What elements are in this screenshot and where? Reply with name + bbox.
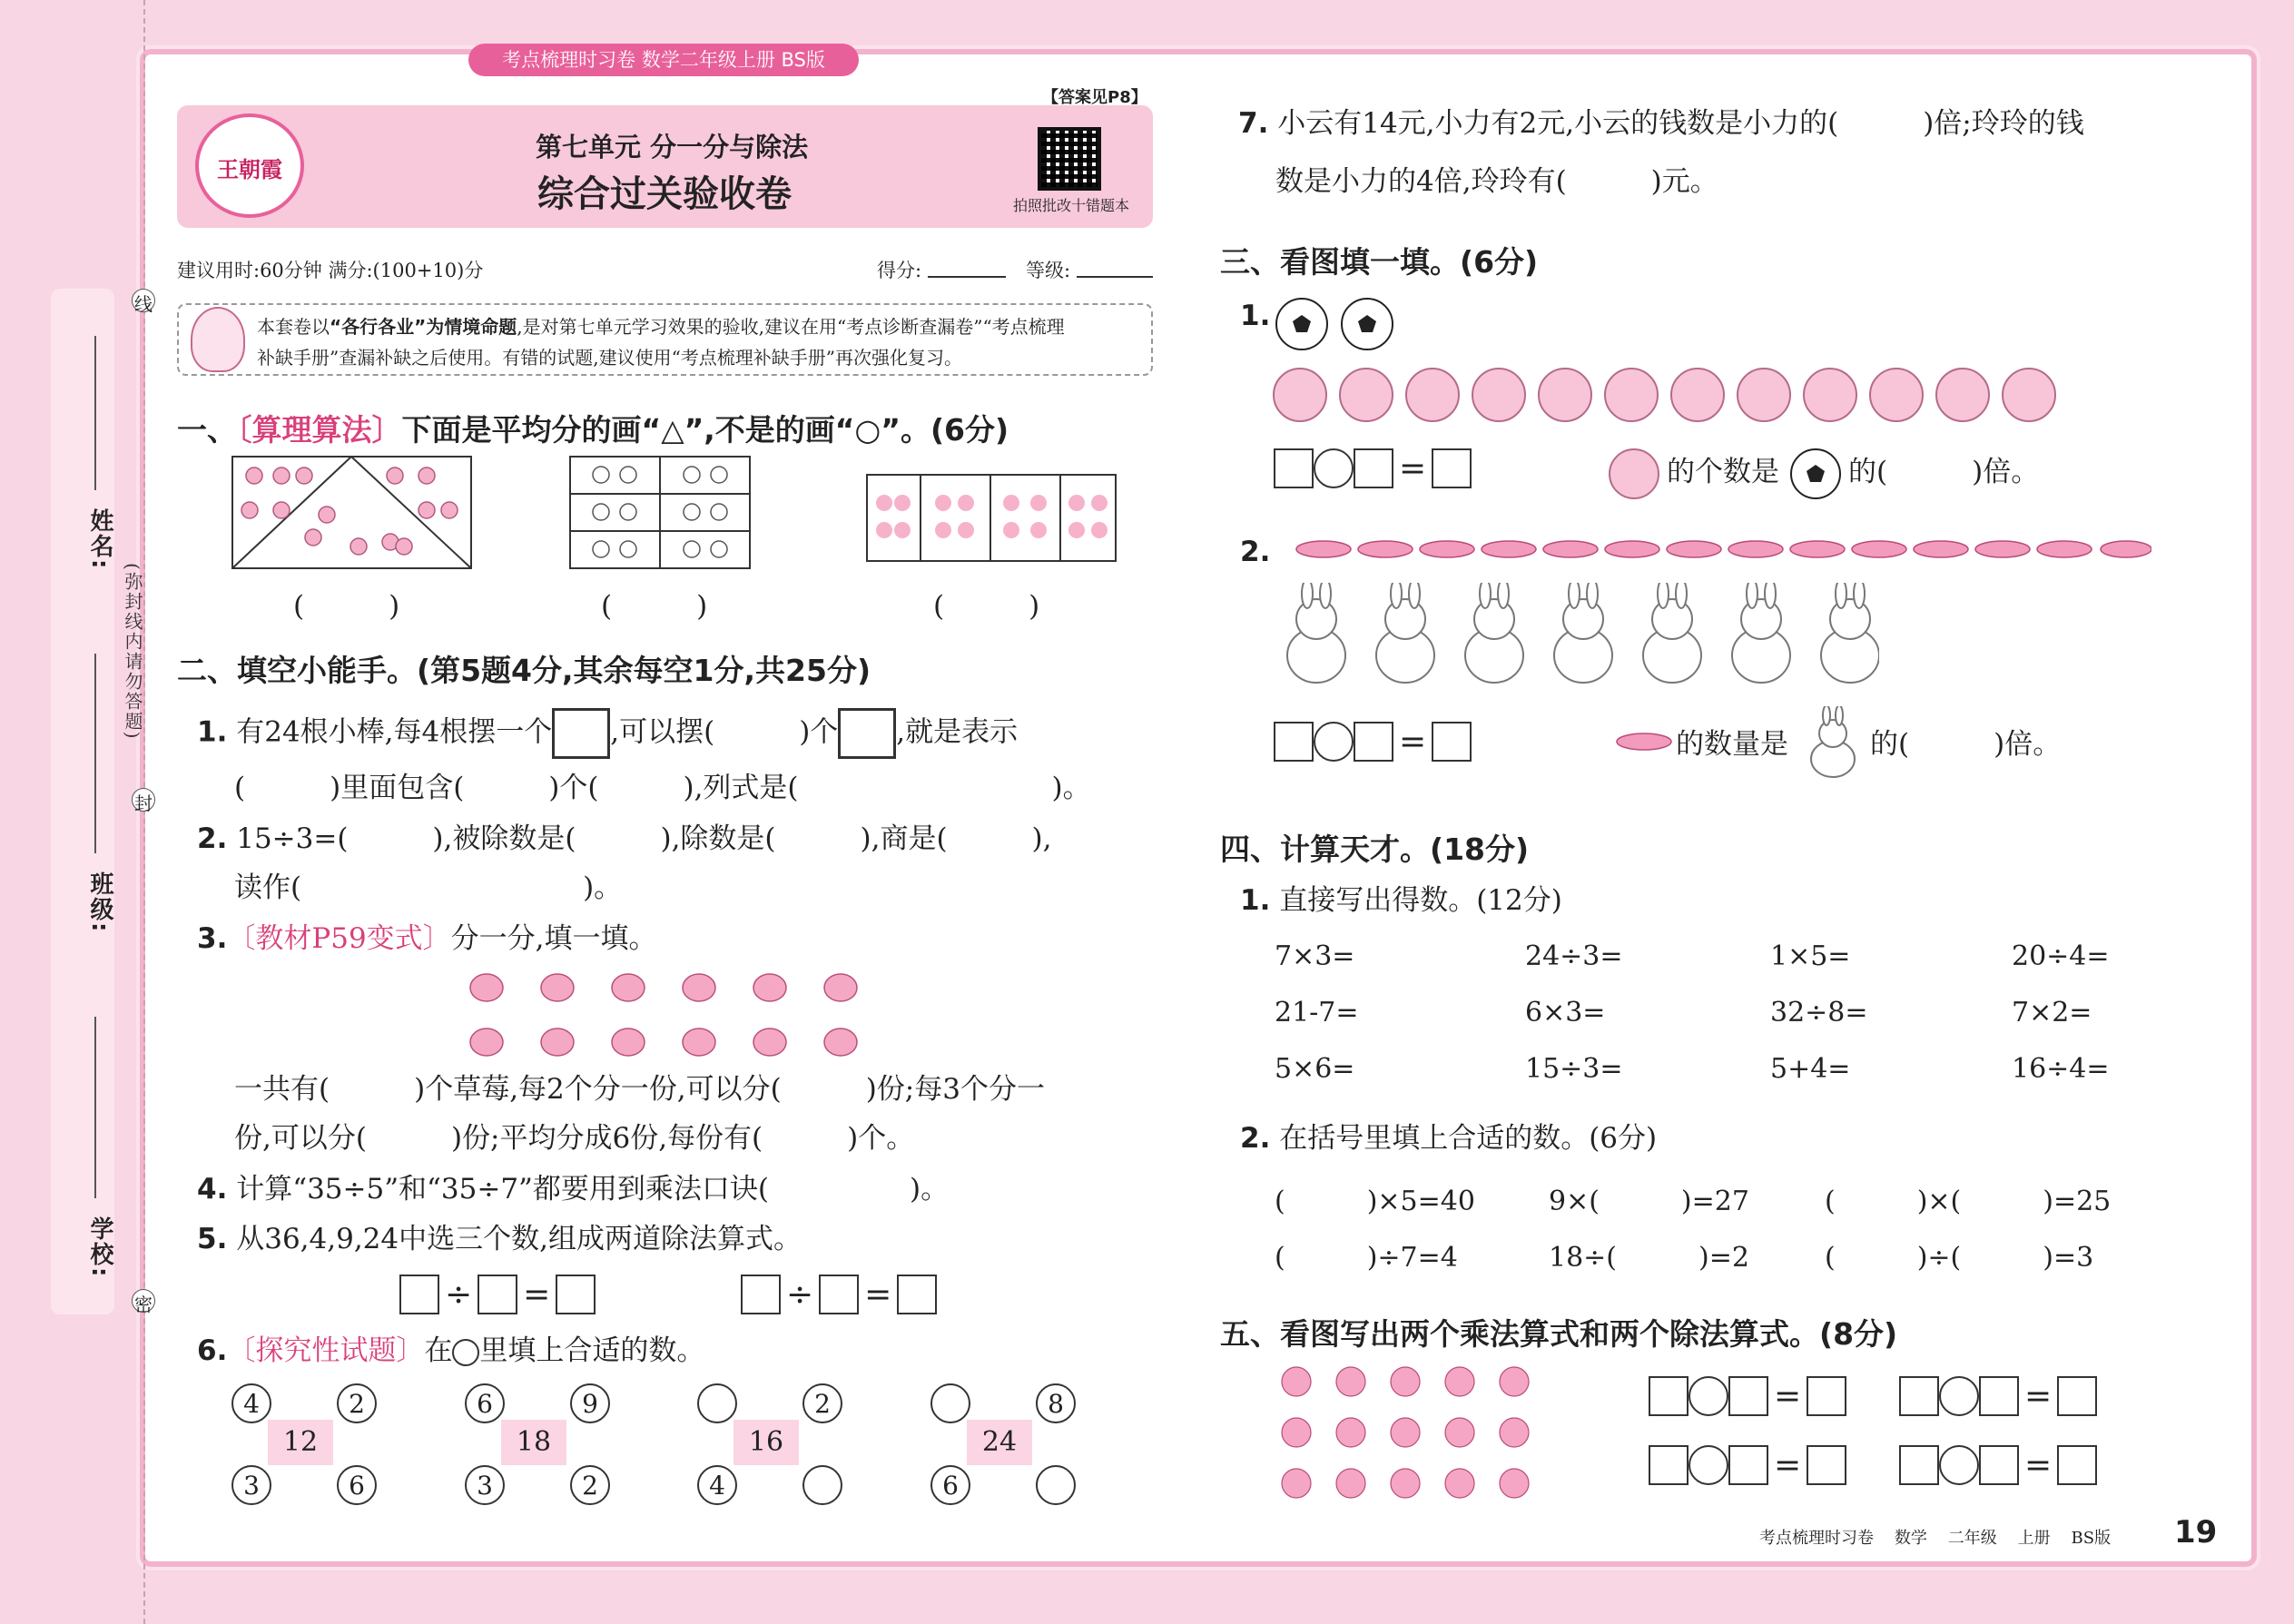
s5-eq4[interactable]: = — [1899, 1445, 2097, 1485]
center-number: 12 — [268, 1420, 333, 1465]
section4-title: 四、计算天才。(18分) — [1220, 832, 1530, 867]
circle-br: 2 — [570, 1465, 610, 1505]
circle-group-4 — [930, 1383, 1085, 1511]
circle-group-1 — [231, 1383, 386, 1511]
fig-triangles-bugs — [231, 456, 472, 569]
page-number: 19 — [2174, 1514, 2218, 1550]
fill-r2c2[interactable]: 18÷( )=2 — [1549, 1242, 1749, 1274]
s2-q3-line2[interactable]: 份,可以分( )份;平均分成6份,每份有( )个。 — [234, 1122, 915, 1155]
name-line[interactable] — [94, 336, 96, 490]
s3-q1-text2[interactable]: 的( )倍。 — [1848, 456, 2040, 488]
qr-caption: 拍照批改十错题本 — [1013, 197, 1130, 214]
no-answer-note: (弥封线内请勿答题) — [122, 563, 143, 741]
section2-title: 二、填空小能手。(第5题4分,其余每空1分,共25分) — [177, 653, 871, 688]
s1-answer-3[interactable]: ( ) — [933, 590, 1040, 623]
s2-q5: 5. 从36,4,9,24中选三个数,组成两道除法算式。 — [197, 1223, 802, 1255]
intro-line2: 补缺手册”查漏补缺之后使用。有错的试题,建议使用“考点梳理补缺手册”再次强化复习。 — [257, 347, 963, 369]
circle-group-2 — [465, 1383, 619, 1511]
circle-tr: 8 — [1036, 1383, 1076, 1423]
calc-r1c3[interactable]: 1×5= — [1770, 940, 1851, 972]
s4-sub1: 1. 直接写出得数。(12分) — [1240, 884, 1562, 917]
s2-q3-line1[interactable]: 一共有( )个草莓,每2个分一份,可以分( )份;每3个分一 — [234, 1073, 1045, 1106]
s2-q6-title: 6.〔探究性试题〕在 里填上合适的数。 — [197, 1334, 705, 1367]
fig-faces-grid — [569, 456, 751, 569]
circle-bl: 3 — [231, 1465, 271, 1505]
circle-tl: 6 — [465, 1383, 505, 1423]
s3-q1-num: 1. — [1240, 300, 1271, 332]
section5-title: 五、看图写出两个乘法算式和两个除法算式。(8分) — [1220, 1316, 1898, 1352]
circle-tl[interactable] — [930, 1383, 970, 1423]
section1-title: 一、〔算理算法〕下面是平均分的画“△”,不是的画“○”。(6分) — [177, 412, 1009, 448]
soccer-balls — [1273, 295, 1400, 354]
seal-mark-seal: 封 — [132, 788, 155, 812]
top-tab: 考点梳理时习卷 数学二年级上册 BS版 — [468, 44, 859, 76]
fig-stars-strip — [866, 474, 1117, 562]
circle-tr: 2 — [337, 1383, 377, 1423]
fill-r2c1[interactable]: ( )÷7=4 — [1275, 1242, 1458, 1274]
s1-answer-1[interactable]: ( ) — [293, 590, 400, 623]
basketball-icon — [1607, 447, 1661, 501]
s5-eq3[interactable]: = — [1649, 1445, 1846, 1485]
carrot-icon — [1611, 728, 1673, 755]
unit-title: 第七单元 分一分与除法 — [536, 132, 809, 162]
s2-q7-line1[interactable]: 7. 小云有14元,小力有2元,小云的钱数是小力的( )倍;玲玲的钱 — [1238, 107, 2084, 140]
school-label: 学校: — [86, 1216, 113, 1279]
circle-group-3 — [697, 1383, 852, 1511]
class-line[interactable] — [94, 654, 96, 853]
score-field[interactable] — [928, 276, 1006, 278]
center-number: 18 — [501, 1420, 566, 1465]
rabbit-icon — [1805, 706, 1861, 779]
fill-r2c3[interactable]: ( )÷( )=3 — [1825, 1242, 2094, 1274]
soccer-ball-icon — [1788, 447, 1843, 501]
s3-q2-text2[interactable]: 的( )倍。 — [1870, 728, 2062, 761]
calc-r2c2[interactable]: 6×3= — [1525, 997, 1606, 1029]
s1-answer-2[interactable]: ( ) — [601, 590, 708, 623]
fill-r1c3[interactable]: ( )×( )=25 — [1825, 1186, 2112, 1217]
basketballs — [1271, 363, 2070, 427]
s3-q2-equation[interactable]: = — [1274, 722, 1472, 762]
calc-r2c1[interactable]: 21-7= — [1275, 997, 1359, 1029]
circle-tl[interactable] — [697, 1383, 737, 1423]
time-info: 建议用时:60分钟 满分:(100+10)分 — [177, 260, 484, 281]
grade-field[interactable] — [1077, 276, 1153, 278]
s4-sub2: 2. 在括号里填上合适的数。(6分) — [1240, 1122, 1658, 1155]
calc-r1c2[interactable]: 24÷3= — [1525, 940, 1623, 972]
calc-r1c4[interactable]: 20÷4= — [2012, 940, 2110, 972]
grade-label: 等级: — [1026, 260, 1071, 281]
intro-line1: 本套卷以“各行各业”为情境命题,是对第七单元学习效果的验收,建议在用“考点诊断查漏卷”“考点梳理 — [257, 316, 1065, 338]
carrots — [1289, 531, 2151, 567]
calc-r3c2[interactable]: 15÷3= — [1525, 1053, 1623, 1085]
score-label: 得分: — [877, 260, 922, 281]
s2-q7-line2[interactable]: 数是小力的4倍,玲玲有( )元。 — [1275, 165, 1718, 198]
circle-br[interactable] — [1036, 1465, 1076, 1505]
s2-q1-line1: 1. 有24根小棒,每4根摆一个 ,可以摆( )个 ,就是表示 — [197, 708, 1018, 759]
s2-q2-line1[interactable]: 2. 15÷3=( ),被除数是( ),除数是( ),商是( ), — [197, 822, 1052, 855]
circle-br[interactable] — [802, 1465, 842, 1505]
section3-title: 三、看图填一填。(6分) — [1220, 244, 1539, 280]
rabbits — [1271, 583, 1879, 687]
seal-mark-line: 线 — [132, 289, 155, 312]
circle-bl: 3 — [465, 1465, 505, 1505]
stick-square-1 — [552, 708, 610, 759]
girl-avatar — [191, 307, 245, 372]
circle-br: 6 — [337, 1465, 377, 1505]
school-line[interactable] — [94, 1017, 96, 1198]
fill-r1c1[interactable]: ( )×5=40 — [1275, 1186, 1475, 1217]
circle-tr: 2 — [802, 1383, 842, 1423]
center-number: 16 — [733, 1420, 799, 1465]
strawberries — [463, 968, 871, 1068]
s5-eq2[interactable]: = — [1899, 1376, 2097, 1416]
calc-r3c4[interactable]: 16÷4= — [2012, 1053, 2110, 1085]
circle-tr: 9 — [570, 1383, 610, 1423]
circle-bl: 4 — [697, 1465, 737, 1505]
s2-q1-line2[interactable]: ( )里面包含( )个( ),列式是( )。 — [234, 772, 1091, 804]
s3-q2-num: 2. — [1240, 536, 1271, 568]
circle-tl: 4 — [231, 1383, 271, 1423]
s2-q4[interactable]: 4. 计算“35÷5”和“35÷7”都要用到乘法口诀( )。 — [197, 1173, 950, 1206]
calc-r2c3[interactable]: 32÷8= — [1770, 997, 1868, 1029]
s3-q1-equation[interactable]: = — [1274, 448, 1472, 488]
s3-q2-text1: 的数量是 — [1676, 728, 1788, 761]
center-number: 24 — [967, 1420, 1032, 1465]
flowers-grid — [1271, 1362, 1552, 1507]
logo — [195, 113, 304, 218]
s5-eq1[interactable]: = — [1649, 1376, 1846, 1416]
exam-title: 综合过关验收卷 — [537, 173, 792, 215]
s2-q5-eq2[interactable]: ÷ = — [741, 1275, 937, 1314]
calc-r3c1[interactable]: 5×6= — [1275, 1053, 1355, 1085]
fill-r1c2[interactable]: 9×( )=27 — [1549, 1186, 1749, 1217]
circle-bl: 6 — [930, 1465, 970, 1505]
seal-mark-secret: 密 — [132, 1289, 155, 1313]
s2-q3-title: 3.〔教材P59变式〕分一分,填一填。 — [197, 922, 657, 955]
qr-code[interactable] — [1038, 127, 1101, 191]
binding-strip — [51, 289, 114, 1314]
logo-text: 王朝霞 — [217, 157, 282, 182]
answer-ref: 【答案见P8】 — [1042, 88, 1147, 107]
footer-text: 考点梳理时习卷 数学 二年级 上册 BS版 — [1759, 1529, 2112, 1548]
s2-q2-line2[interactable]: 读作( )。 — [234, 871, 623, 904]
stick-square-2 — [838, 708, 896, 759]
calc-r3c3[interactable]: 5+4= — [1770, 1053, 1851, 1085]
calc-r1c1[interactable]: 7×3= — [1275, 940, 1355, 972]
s2-q5-eq1[interactable]: ÷ = — [399, 1275, 596, 1314]
s3-q1-text1: 的个数是 — [1667, 456, 1779, 488]
calc-r2c4[interactable]: 7×2= — [2012, 997, 2092, 1029]
class-label: 班级: — [86, 871, 113, 934]
name-label: 姓名: — [86, 508, 113, 571]
